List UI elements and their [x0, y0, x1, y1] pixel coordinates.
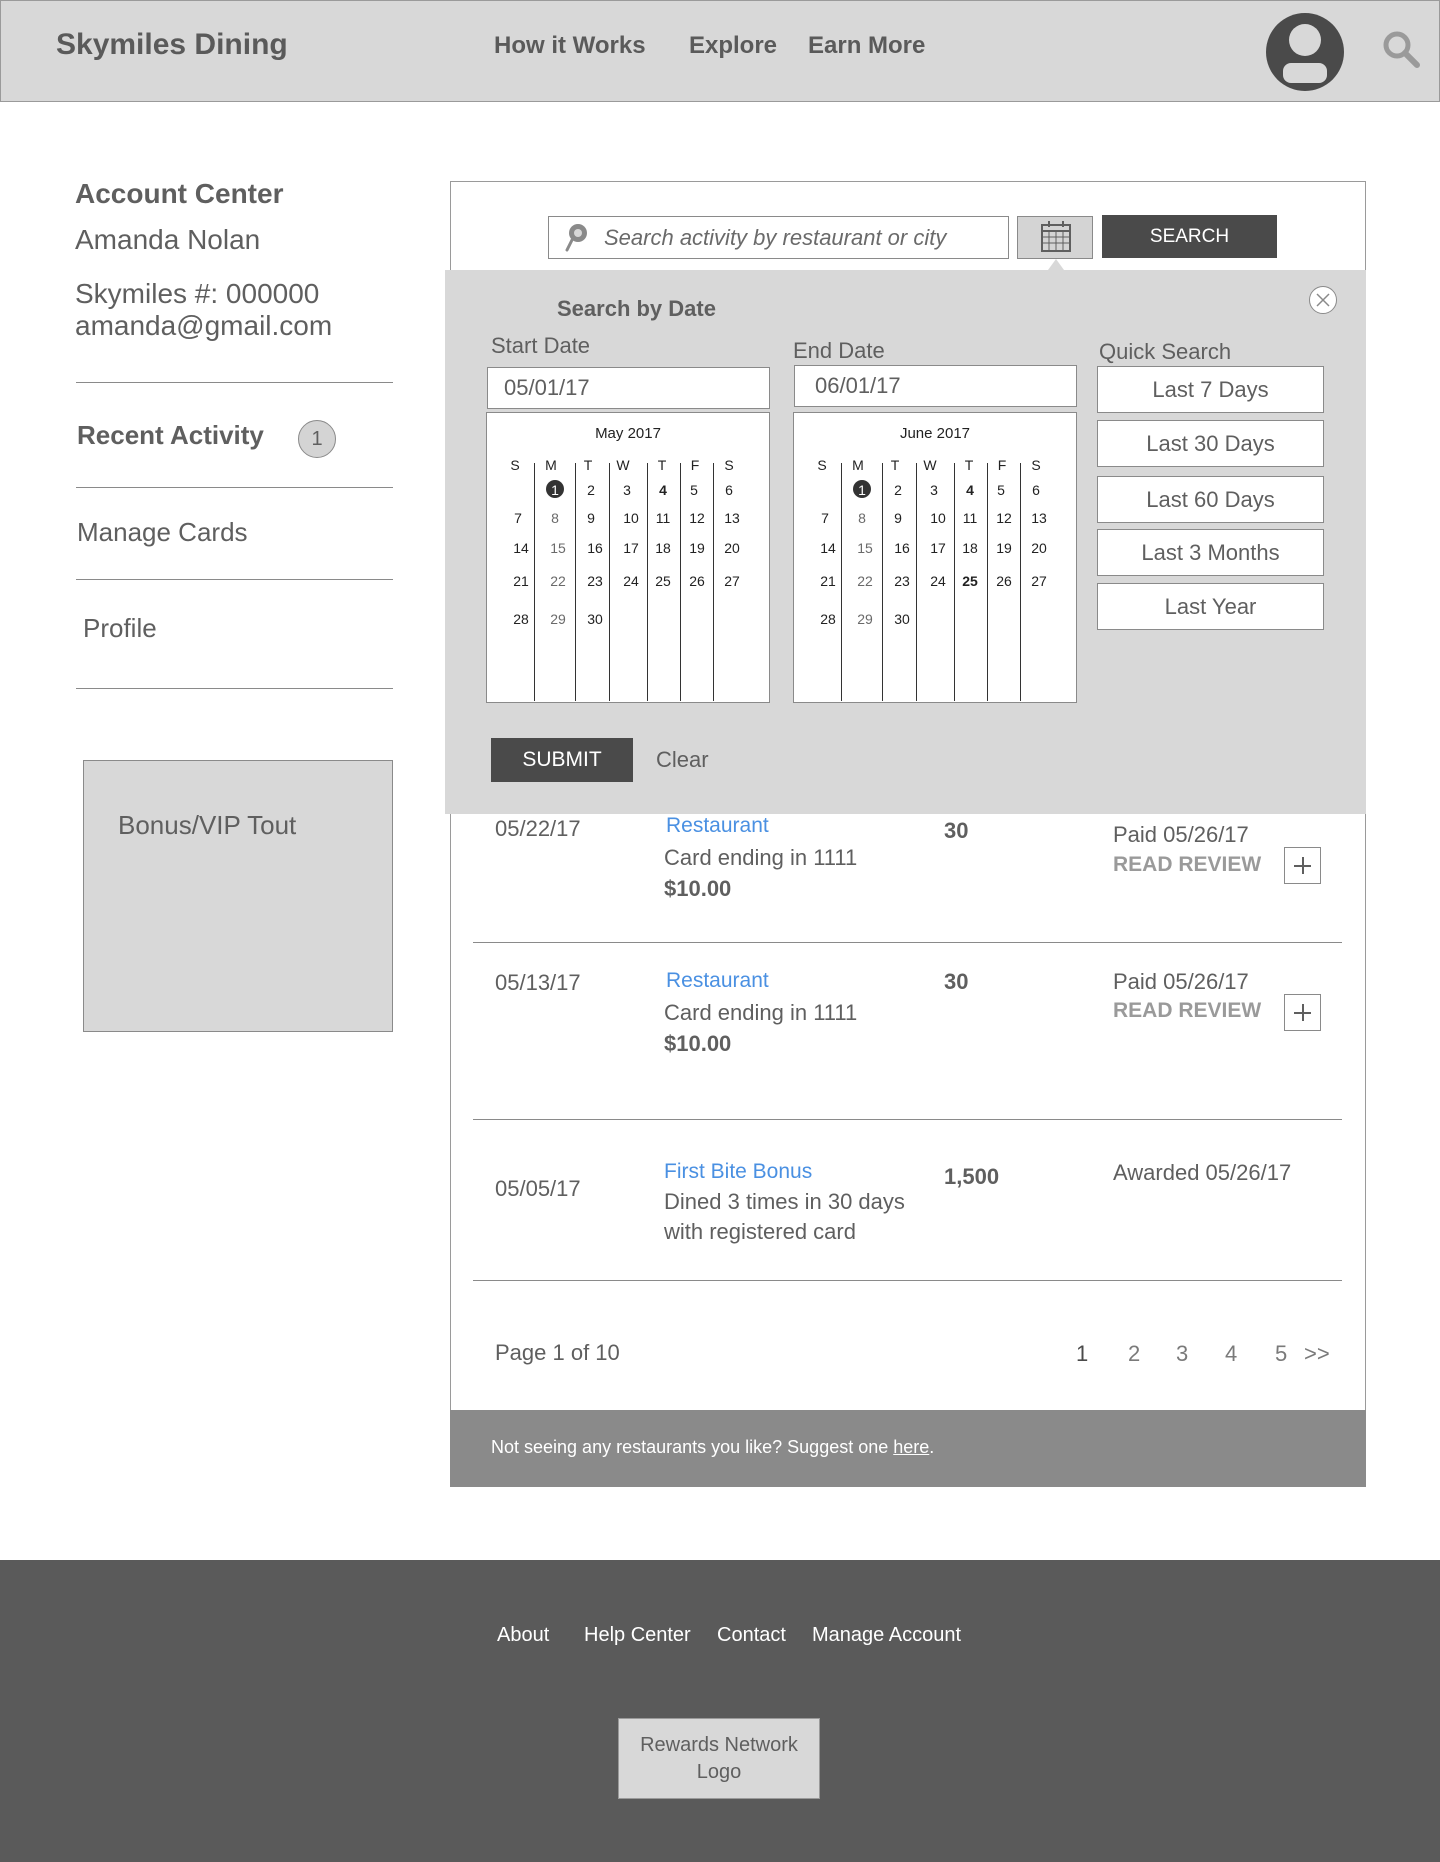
account-center-title: Account Center — [75, 178, 284, 209]
weekday-label: W — [923, 457, 937, 473]
divider — [76, 688, 393, 689]
site-footer — [0, 1560, 1440, 1862]
activity-amount: $10.00 — [664, 1031, 732, 1056]
search-button[interactable]: SEARCH — [1102, 215, 1277, 258]
calendar-day[interactable]: 9 — [587, 510, 595, 526]
calendar-day[interactable]: 14 — [513, 540, 529, 556]
calendar-day[interactable]: 25 — [962, 573, 978, 589]
weekday-label: T — [657, 457, 667, 473]
activity-bonus-detail: Dined 3 times in 30 days — [664, 1189, 905, 1214]
calendar-day[interactable]: 23 — [587, 573, 603, 589]
page-link-4[interactable]: 4 — [1225, 1341, 1238, 1366]
calendar-day[interactable]: 4 — [966, 482, 974, 498]
date-search-title: Search by Date — [557, 296, 716, 321]
calendar-day[interactable]: 1 — [541, 482, 569, 498]
end-date-input[interactable] — [794, 365, 1077, 407]
start-date-input[interactable] — [487, 367, 770, 409]
brand-logo[interactable]: Skymiles Dining — [56, 28, 288, 61]
quick-last-7-days[interactable]: Last 7 Days — [1097, 366, 1324, 413]
weekday-label: M — [852, 457, 864, 473]
activity-card-detail: Card ending in 1111 — [664, 845, 858, 870]
calendar-day[interactable]: 16 — [587, 540, 603, 556]
calendar-day[interactable]: 3 — [930, 482, 938, 498]
calendar-day[interactable]: 16 — [894, 540, 910, 556]
quick-last-30-days[interactable]: Last 30 Days — [1097, 420, 1324, 467]
calendar-day[interactable]: 13 — [724, 510, 740, 526]
divider — [76, 487, 393, 488]
weekday-label: T — [964, 457, 974, 473]
calendar-day[interactable]: 1 — [848, 482, 876, 498]
calendar-day[interactable]: 22 — [857, 573, 873, 589]
calendar-day[interactable]: 30 — [894, 611, 910, 627]
calendar-day[interactable]: 29 — [550, 611, 566, 627]
calendar-day[interactable]: 26 — [689, 573, 705, 589]
calendar-day[interactable]: 5 — [997, 482, 1005, 498]
expand-row-button[interactable] — [1284, 994, 1321, 1031]
calendar-day[interactable]: 3 — [623, 482, 631, 498]
row-divider — [473, 1280, 1342, 1281]
weekday-label: F — [690, 457, 700, 473]
search-icon[interactable] — [1381, 29, 1421, 69]
sidebar-item-recent-activity[interactable]: Recent Activity — [77, 420, 264, 450]
activity-bonus-detail: with registered card — [664, 1219, 856, 1244]
calendar-day[interactable]: 6 — [725, 482, 733, 498]
calendar-day[interactable]: 21 — [513, 573, 529, 589]
calendar-day[interactable]: 18 — [962, 540, 978, 556]
page-link-3[interactable]: 3 — [1176, 1341, 1189, 1366]
account-email: amanda@gmail.com — [75, 310, 333, 341]
footer-link-help-center[interactable]: Help Center — [584, 1624, 691, 1646]
search-input[interactable] — [604, 217, 1004, 258]
page-link-5[interactable]: 5 — [1275, 1341, 1288, 1366]
calendar-day[interactable]: 17 — [930, 540, 946, 556]
activity-amount: $10.00 — [664, 876, 732, 901]
weekday-label: T — [583, 457, 593, 473]
footer-link-about[interactable]: About — [497, 1624, 550, 1646]
weekday-label: S — [510, 457, 520, 473]
calendar-day[interactable]: 7 — [514, 510, 522, 526]
tout-label: Bonus/VIP Tout — [118, 810, 297, 840]
activity-miles: 30 — [944, 969, 969, 994]
weekday-label: W — [616, 457, 630, 473]
close-button[interactable] — [1309, 286, 1337, 314]
calendar-day[interactable]: 9 — [894, 510, 902, 526]
calendar-june-2017 — [793, 412, 1077, 703]
account-name: Amanda Nolan — [75, 224, 261, 255]
calendar-day[interactable]: 22 — [550, 573, 566, 589]
calendar-day[interactable]: 8 — [551, 510, 559, 526]
calendar-day[interactable]: 2 — [587, 482, 595, 498]
footer-link-contact[interactable]: Contact — [717, 1624, 786, 1646]
quick-last-60-days[interactable]: Last 60 Days — [1097, 476, 1324, 523]
calendar-day[interactable]: 21 — [820, 573, 836, 589]
activity-restaurant-link[interactable]: Restaurant — [666, 969, 769, 992]
calendar-day[interactable]: 2 — [894, 482, 902, 498]
popover-pointer — [1048, 259, 1064, 270]
activity-date: 05/13/17 — [495, 970, 581, 995]
calendar-day[interactable]: 28 — [820, 611, 836, 627]
calendar-day[interactable]: 15 — [857, 540, 873, 556]
calendar-button[interactable] — [1017, 216, 1093, 259]
calendar-day[interactable]: 12 — [996, 510, 1012, 526]
activity-date: 05/05/17 — [495, 1176, 581, 1201]
close-icon — [1309, 286, 1337, 314]
calendar-day[interactable]: 26 — [996, 573, 1012, 589]
calendar-day[interactable]: 23 — [894, 573, 910, 589]
calendar-day[interactable]: 7 — [821, 510, 829, 526]
calendar-day[interactable]: 11 — [962, 510, 978, 526]
nav-earn-more[interactable]: Earn More — [808, 32, 926, 59]
footer-link-manage-account[interactable]: Manage Account — [812, 1624, 961, 1646]
clear-button[interactable]: Clear — [656, 747, 709, 772]
activity-status: Paid 05/26/17 — [1113, 969, 1249, 994]
calendar-day[interactable]: 28 — [513, 611, 529, 627]
calendar-day[interactable]: 15 — [550, 540, 566, 556]
rewards-network-logo — [618, 1718, 820, 1799]
activity-status: Paid 05/26/17 — [1113, 822, 1249, 847]
divider — [76, 382, 393, 383]
page-link-2[interactable]: 2 — [1128, 1341, 1141, 1366]
activity-miles: 30 — [944, 818, 969, 843]
calendar-day[interactable]: 11 — [655, 510, 671, 526]
read-review-link[interactable]: READ REVIEW — [1113, 999, 1262, 1022]
bonus-vip-tout[interactable] — [83, 760, 393, 1032]
weekday-label: M — [545, 457, 557, 473]
divider — [76, 579, 393, 580]
avatar-icon[interactable] — [1266, 13, 1344, 91]
pagination-info: Page 1 of 10 — [495, 1340, 620, 1365]
nav-explore[interactable]: Explore — [689, 32, 778, 59]
calendar-day[interactable]: 27 — [724, 573, 740, 589]
weekday-label: F — [997, 457, 1007, 473]
weekday-label: T — [890, 457, 900, 473]
calendar-day[interactable]: 4 — [659, 482, 667, 498]
calendar-day[interactable]: 24 — [930, 573, 946, 589]
suggest-text — [491, 1437, 934, 1458]
sidebar-item-manage-cards[interactable]: Manage Cards — [77, 517, 248, 547]
calendar-month-title: May 2017 — [595, 425, 661, 442]
recent-activity-count-badge: 1 — [298, 420, 336, 458]
calendar-may-2017 — [486, 412, 770, 703]
calendar-day[interactable]: 24 — [623, 573, 639, 589]
calendar-day[interactable]: 13 — [1031, 510, 1047, 526]
calendar-day[interactable]: 12 — [689, 510, 705, 526]
skymiles-number: Skymiles #: 000000 — [75, 278, 320, 309]
page-link-1[interactable]: 1 — [1076, 1341, 1089, 1366]
suggest-here-link[interactable]: here — [893, 1437, 930, 1457]
quick-last-year[interactable]: Last Year — [1097, 583, 1324, 630]
activity-restaurant-link[interactable]: Restaurant — [666, 814, 769, 837]
row-divider — [473, 1119, 1342, 1120]
calendar-month-title: June 2017 — [899, 425, 971, 442]
calendar-day[interactable]: 5 — [690, 482, 698, 498]
calendar-day[interactable]: 10 — [623, 510, 639, 526]
quick-search-label: Quick Search — [1099, 339, 1232, 364]
calendar-day[interactable]: 10 — [930, 510, 946, 526]
submit-button[interactable]: SUBMIT — [491, 738, 633, 782]
activity-bonus-link[interactable]: First Bite Bonus — [664, 1160, 813, 1183]
calendar-day[interactable]: 27 — [1031, 573, 1047, 589]
calendar-day[interactable]: 14 — [820, 540, 836, 556]
calendar-icon — [1018, 217, 1094, 260]
calendar-day[interactable]: 8 — [858, 510, 866, 526]
suggest-period: . — [929, 1437, 935, 1457]
end-date-label: End Date — [793, 338, 885, 363]
calendar-day[interactable]: 20 — [1031, 540, 1047, 556]
weekday-label: S — [817, 457, 827, 473]
calendar-day[interactable]: 19 — [689, 540, 705, 556]
weekday-label: S — [1031, 457, 1041, 473]
activity-miles: 1,500 — [944, 1164, 1000, 1189]
activity-card-detail: Card ending in 1111 — [664, 1000, 858, 1025]
location-pin-icon — [564, 222, 590, 252]
calendar-day[interactable]: 6 — [1032, 482, 1040, 498]
page-next[interactable]: >> — [1304, 1341, 1330, 1366]
activity-date: 05/22/17 — [495, 816, 581, 841]
calendar-day[interactable]: 25 — [655, 573, 671, 589]
weekday-label: S — [724, 457, 734, 473]
calendar-day[interactable]: 20 — [724, 540, 740, 556]
nav-how-it-works[interactable]: How it Works — [494, 32, 646, 59]
logo-line: Rewards Network — [640, 1733, 798, 1756]
activity-status: Awarded 05/26/17 — [1113, 1160, 1292, 1185]
row-divider — [473, 942, 1342, 943]
quick-last-3-months[interactable]: Last 3 Months — [1097, 529, 1324, 576]
calendar-day[interactable]: 18 — [655, 540, 671, 556]
calendar-day[interactable]: 29 — [857, 611, 873, 627]
expand-row-button[interactable] — [1284, 847, 1321, 884]
suggest-message: Not seeing any restaurants you like? Suggest one — [491, 1437, 894, 1457]
sidebar-item-profile[interactable]: Profile — [83, 613, 157, 643]
logo-line: Logo — [696, 1760, 742, 1783]
calendar-day[interactable]: 30 — [587, 611, 603, 627]
calendar-day[interactable]: 19 — [996, 540, 1012, 556]
read-review-link[interactable]: READ REVIEW — [1113, 853, 1262, 876]
start-date-label: Start Date — [491, 333, 591, 358]
calendar-day[interactable]: 17 — [623, 540, 639, 556]
